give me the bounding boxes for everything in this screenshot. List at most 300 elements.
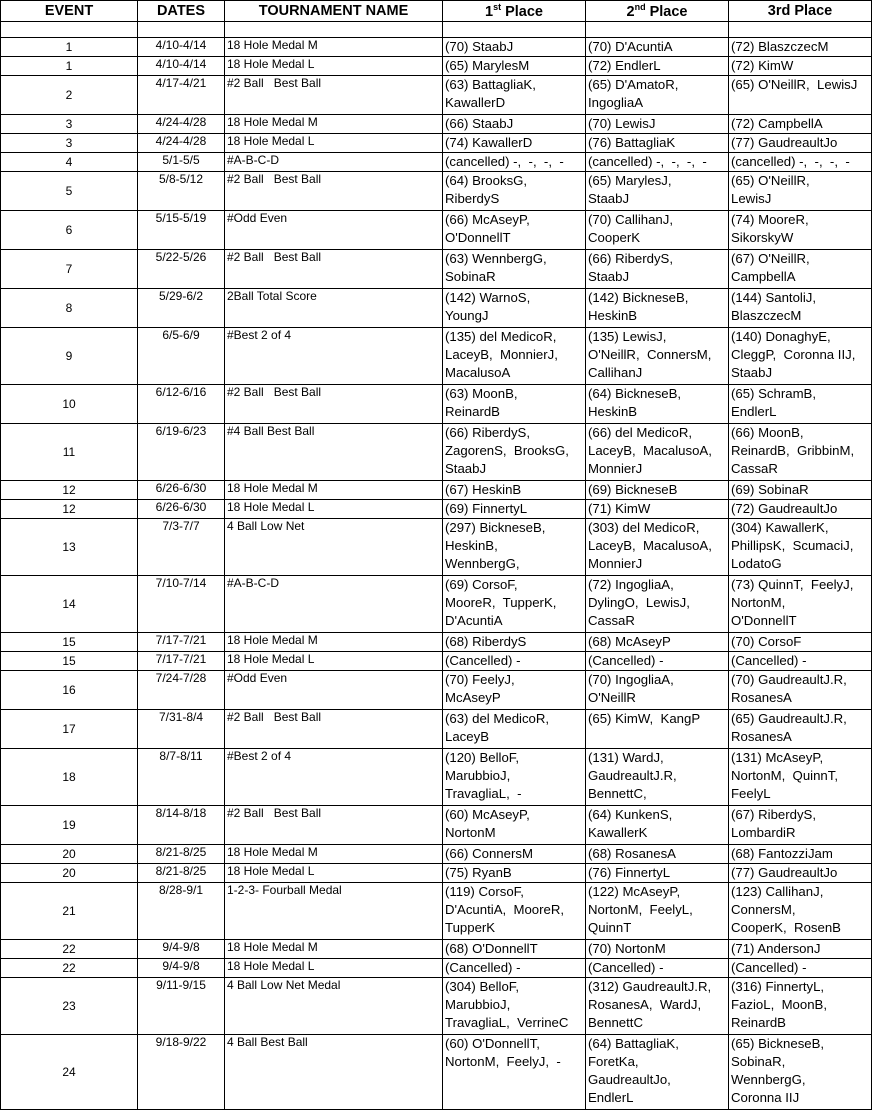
third-place-cell	[729, 134, 872, 153]
first-place-cell	[443, 172, 586, 211]
third-place-line: ConnersM,	[731, 902, 796, 917]
table-row	[1, 671, 872, 710]
first-place-cell	[443, 710, 586, 749]
first-place-cell	[443, 864, 586, 883]
first-place-cell	[443, 1035, 586, 1110]
third-place-line: (131) McAseyP,	[731, 750, 824, 765]
header-first-num: 1	[484, 3, 494, 20]
third-place-line: (Cancelled) -	[731, 653, 807, 668]
first-place-line: (68) RiberdyS	[445, 634, 527, 649]
second-place-line: KawallerK	[588, 825, 648, 840]
table-row	[1, 633, 872, 652]
third-place-line: (123) CallihanJ,	[731, 884, 824, 899]
first-place-cell	[443, 38, 586, 57]
second-place-cell	[586, 883, 729, 940]
third-place-cell	[729, 749, 872, 806]
third-place-line: (66) MoonB,	[731, 425, 804, 440]
first-place-line: (68) O'DonnellT	[445, 941, 538, 956]
third-place-line: NortonM,	[731, 595, 786, 610]
third-place-line: BlaszczecM	[731, 308, 802, 323]
spacer-cell	[225, 22, 443, 38]
event-number-cell: 23	[1, 978, 138, 1035]
third-place-line: (67) RiberdyS,	[731, 807, 817, 822]
first-place-cell	[443, 134, 586, 153]
first-place-line: (297) BickneseB,	[445, 520, 546, 535]
third-place-cell	[729, 845, 872, 864]
second-place-line: (65) MarylesJ,	[588, 173, 672, 188]
tournament-name-cell: 4 Ball Best Ball	[225, 1035, 443, 1110]
dates-cell: 7/3-7/7	[138, 519, 225, 576]
third-place-cell	[729, 500, 872, 519]
event-number-cell: 21	[1, 883, 138, 940]
table-row	[1, 134, 872, 153]
first-place-line: LaceyB	[445, 729, 489, 744]
table-row	[1, 289, 872, 328]
header-third-place: 3rd Place	[729, 1, 872, 22]
header-first-suffix: st	[493, 2, 502, 13]
dates-cell: 9/11-9/15	[138, 978, 225, 1035]
tournament-name-cell: #2 Ball Best Ball	[225, 806, 443, 845]
first-place-line: KawallerD	[445, 95, 506, 110]
first-place-cell	[443, 211, 586, 250]
third-place-line: CampbellA	[731, 269, 796, 284]
third-place-line: (77) GaudreaultJo	[731, 135, 838, 150]
tournament-name-cell: #Best 2 of 4	[225, 749, 443, 806]
third-place-cell	[729, 76, 872, 115]
first-place-cell	[443, 328, 586, 385]
results-body	[1, 22, 872, 1110]
event-number-cell: 16	[1, 671, 138, 710]
header-second-suffix: nd	[634, 2, 646, 13]
second-place-cell	[586, 864, 729, 883]
second-place-line: (76) BattagliaK	[588, 135, 676, 150]
second-place-cell	[586, 959, 729, 978]
tournament-name-cell: #A-B-C-D	[225, 153, 443, 172]
first-place-line: YoungJ	[445, 308, 489, 323]
tournament-name-cell: #Odd Even	[225, 671, 443, 710]
table-row	[1, 940, 872, 959]
third-place-cell	[729, 38, 872, 57]
second-place-line: DylingO, LewisJ,	[588, 595, 690, 610]
third-place-line: O'DonnellT	[731, 613, 797, 628]
second-place-line: (135) LewisJ,	[588, 329, 667, 344]
first-place-line: MooreR, TupperK,	[445, 595, 557, 610]
second-place-line: (64) BattagliaK,	[588, 1036, 679, 1051]
dates-cell: 6/26-6/30	[138, 500, 225, 519]
header-first-place	[443, 1, 586, 22]
dates-cell: 6/12-6/16	[138, 385, 225, 424]
second-place-cell	[586, 652, 729, 671]
second-place-line: StaabJ	[588, 269, 630, 284]
table-row	[1, 76, 872, 115]
third-place-cell	[729, 481, 872, 500]
tournament-name-cell: 18 Hole Medal L	[225, 134, 443, 153]
first-place-line: SobinaR	[445, 269, 496, 284]
dates-cell: 5/29-6/2	[138, 289, 225, 328]
first-place-line: MarubbioJ,	[445, 768, 511, 783]
dates-cell: 6/5-6/9	[138, 328, 225, 385]
third-place-line: LewisJ	[731, 191, 772, 206]
table-row	[1, 172, 872, 211]
header-second-word: Place	[645, 3, 688, 20]
third-place-line: (77) GaudreaultJo	[731, 865, 838, 880]
first-place-line: LaceyB, MonnierJ,	[445, 347, 558, 362]
table-row	[1, 710, 872, 749]
table-row	[1, 211, 872, 250]
first-place-line: (304) BelloF,	[445, 979, 520, 994]
tournament-name-cell: 18 Hole Medal M	[225, 481, 443, 500]
second-place-line: BennettC	[588, 1015, 643, 1030]
header-row	[1, 1, 872, 22]
third-place-line: (73) QuinnT, FeelyJ,	[731, 577, 854, 592]
tournament-name-cell: 18 Hole Medal L	[225, 959, 443, 978]
second-place-line: O'NeillR	[588, 690, 636, 705]
first-place-cell	[443, 76, 586, 115]
tournament-name-cell: 18 Hole Medal M	[225, 845, 443, 864]
table-row	[1, 500, 872, 519]
table-row	[1, 385, 872, 424]
first-place-cell	[443, 671, 586, 710]
table-row	[1, 576, 872, 633]
first-place-cell	[443, 883, 586, 940]
third-place-line: LodatoG	[731, 556, 782, 571]
table-row	[1, 959, 872, 978]
event-number-cell: 8	[1, 289, 138, 328]
dates-cell: 4/10-4/14	[138, 38, 225, 57]
third-place-line: (68) FantozziJam	[731, 846, 833, 861]
second-place-cell	[586, 424, 729, 481]
first-place-cell	[443, 978, 586, 1035]
event-number-cell: 4	[1, 153, 138, 172]
third-place-line: (65) BickneseB,	[731, 1036, 825, 1051]
third-place-line: FazioL, MoonB,	[731, 997, 828, 1012]
first-place-cell	[443, 806, 586, 845]
dates-cell: 8/21-8/25	[138, 864, 225, 883]
second-place-cell	[586, 576, 729, 633]
second-place-line: GaudreaultJo,	[588, 1072, 671, 1087]
dates-cell: 4/17-4/21	[138, 76, 225, 115]
first-place-cell	[443, 289, 586, 328]
event-number-cell: 24	[1, 1035, 138, 1110]
first-place-line: (135) del MedicoR,	[445, 329, 557, 344]
first-place-line: WennbergG,	[445, 556, 520, 571]
second-place-line: StaabJ	[588, 191, 630, 206]
first-place-line: RiberdyS	[445, 191, 500, 206]
dates-cell: 5/22-5/26	[138, 250, 225, 289]
second-place-line: (64) KunkenS,	[588, 807, 673, 822]
first-place-cell	[443, 57, 586, 76]
table-row	[1, 115, 872, 134]
table-row	[1, 652, 872, 671]
second-place-line: (70) IngogliaA,	[588, 672, 674, 687]
second-place-line: LaceyB, MacalusoA,	[588, 538, 712, 553]
dates-cell: 8/21-8/25	[138, 845, 225, 864]
first-place-line: McAseyP	[445, 690, 501, 705]
first-place-line: (69) FinnertyL	[445, 501, 528, 516]
second-place-cell	[586, 172, 729, 211]
dates-cell: 4/24-4/28	[138, 115, 225, 134]
table-row	[1, 1035, 872, 1110]
second-place-cell	[586, 519, 729, 576]
first-place-line: (66) RiberdyS,	[445, 425, 531, 440]
first-place-cell	[443, 481, 586, 500]
first-place-line: (63) WennbergG,	[445, 251, 547, 266]
spacer-row	[1, 22, 872, 38]
second-place-line: EndlerL	[588, 1090, 634, 1105]
event-number-cell: 15	[1, 652, 138, 671]
second-place-cell	[586, 153, 729, 172]
dates-cell: 7/17-7/21	[138, 652, 225, 671]
third-place-line: SobinaR,	[731, 1054, 786, 1069]
first-place-cell	[443, 576, 586, 633]
tournament-name-cell: #2 Ball Best Ball	[225, 710, 443, 749]
first-place-line: (70) FeelyJ,	[445, 672, 515, 687]
second-place-line: (Cancelled) -	[588, 960, 664, 975]
second-place-line: CassaR	[588, 613, 635, 628]
third-place-cell	[729, 328, 872, 385]
first-place-line: MacalusoA	[445, 365, 511, 380]
second-place-cell	[586, 289, 729, 328]
tournament-name-cell: 4 Ball Low Net	[225, 519, 443, 576]
tournament-name-cell: #4 Ball Best Ball	[225, 424, 443, 481]
third-place-cell	[729, 1035, 872, 1110]
first-place-line: (60) O'DonnellT,	[445, 1036, 540, 1051]
dates-cell: 7/31-8/4	[138, 710, 225, 749]
first-place-cell	[443, 500, 586, 519]
third-place-cell	[729, 652, 872, 671]
tournament-name-cell: 18 Hole Medal L	[225, 57, 443, 76]
third-place-line: (70) GaudreaultJ.R,	[731, 672, 847, 687]
third-place-line: CassaR	[731, 461, 778, 476]
third-place-line: (316) FinnertyL,	[731, 979, 825, 994]
first-place-line: TravagliaL, VerrineC	[445, 1015, 569, 1030]
third-place-line: (65) GaudreaultJ.R,	[731, 711, 847, 726]
second-place-cell	[586, 57, 729, 76]
tournament-name-cell: #Odd Even	[225, 211, 443, 250]
first-place-line: (66) StaabJ	[445, 116, 514, 131]
event-number-cell: 18	[1, 749, 138, 806]
first-place-line: (120) BelloF,	[445, 750, 520, 765]
third-place-line: StaabJ	[731, 365, 773, 380]
second-place-line: (64) BickneseB,	[588, 386, 682, 401]
first-place-line: (cancelled) -, -, -, -	[445, 154, 564, 169]
second-place-line: HeskinB	[588, 404, 638, 419]
third-place-line: CleggP, Coronna IIJ,	[731, 347, 856, 362]
table-row	[1, 519, 872, 576]
third-place-cell	[729, 959, 872, 978]
second-place-line: (66) del MedicoR,	[588, 425, 693, 440]
third-place-line: (Cancelled) -	[731, 960, 807, 975]
third-place-line: (71) AndersonJ	[731, 941, 821, 956]
third-place-line: (65) O'NeillR, LewisJ	[731, 77, 858, 92]
first-place-cell	[443, 424, 586, 481]
third-place-cell	[729, 864, 872, 883]
dates-cell: 4/24-4/28	[138, 134, 225, 153]
table-row	[1, 845, 872, 864]
first-place-line: D'AcuntiA, MooreR,	[445, 902, 565, 917]
dates-cell: 5/8-5/12	[138, 172, 225, 211]
first-place-line: TravagliaL, -	[445, 786, 522, 801]
first-place-line: ReinardB	[445, 404, 500, 419]
table-row	[1, 864, 872, 883]
second-place-line: (122) McAseyP,	[588, 884, 681, 899]
dates-cell: 6/26-6/30	[138, 481, 225, 500]
first-place-line: (74) KawallerD	[445, 135, 533, 150]
spacer-cell	[1, 22, 138, 38]
third-place-cell	[729, 710, 872, 749]
dates-cell: 5/1-5/5	[138, 153, 225, 172]
second-place-line: CooperK	[588, 230, 641, 245]
first-place-line: NortonM	[445, 825, 496, 840]
third-place-line: RosanesA	[731, 690, 792, 705]
first-place-line: StaabJ	[445, 461, 487, 476]
first-place-line: (119) CorsoF,	[445, 884, 524, 899]
third-place-line: (72) KimW	[731, 58, 794, 73]
second-place-cell	[586, 385, 729, 424]
tournament-name-cell: 18 Hole Medal M	[225, 633, 443, 652]
dates-cell: 7/17-7/21	[138, 633, 225, 652]
second-place-line: (cancelled) -, -, -, -	[588, 154, 707, 169]
second-place-cell	[586, 1035, 729, 1110]
second-place-line: RosanesA, WardJ,	[588, 997, 702, 1012]
event-number-cell: 2	[1, 76, 138, 115]
first-place-line: MarubbioJ,	[445, 997, 511, 1012]
second-place-line: (131) WardJ,	[588, 750, 664, 765]
third-place-line: LombardiR	[731, 825, 796, 840]
event-number-cell: 12	[1, 481, 138, 500]
second-place-line: (70) NortonM	[588, 941, 666, 956]
second-place-line: IngogliaA	[588, 95, 643, 110]
second-place-line: (65) D'AmatoR,	[588, 77, 679, 92]
table-row	[1, 38, 872, 57]
second-place-line: MonnierJ	[588, 461, 643, 476]
third-place-line: (140) DonaghyE,	[731, 329, 831, 344]
dates-cell: 9/4-9/8	[138, 959, 225, 978]
first-place-line: O'DonnellT	[445, 230, 511, 245]
third-place-cell	[729, 289, 872, 328]
tournament-name-cell: #2 Ball Best Ball	[225, 250, 443, 289]
event-number-cell: 14	[1, 576, 138, 633]
second-place-line: GaudreaultJ.R,	[588, 768, 677, 783]
dates-cell: 8/7-8/11	[138, 749, 225, 806]
third-place-line: (70) CorsoF	[731, 634, 802, 649]
header-tournament-name: TOURNAMENT NAME	[225, 1, 443, 22]
second-place-line: (71) KimW	[588, 501, 651, 516]
header-event: EVENT	[1, 1, 138, 22]
event-number-cell: 12	[1, 500, 138, 519]
third-place-line: CooperK, RosenB	[731, 920, 841, 935]
table-row	[1, 57, 872, 76]
third-place-cell	[729, 576, 872, 633]
first-place-line: ZagorenS, BrooksG,	[445, 443, 569, 458]
dates-cell: 8/28-9/1	[138, 883, 225, 940]
header-dates: DATES	[138, 1, 225, 22]
second-place-line: ForetKa,	[588, 1054, 639, 1069]
third-place-line: (69) SobinaR	[731, 482, 809, 497]
event-number-cell: 6	[1, 211, 138, 250]
first-place-cell	[443, 519, 586, 576]
first-place-cell	[443, 652, 586, 671]
event-number-cell: 22	[1, 959, 138, 978]
event-number-cell: 20	[1, 864, 138, 883]
tournament-name-cell: #2 Ball Best Ball	[225, 76, 443, 115]
third-place-line: ReinardB	[731, 1015, 786, 1030]
first-place-cell	[443, 959, 586, 978]
dates-cell: 9/18-9/22	[138, 1035, 225, 1110]
second-place-cell	[586, 76, 729, 115]
spacer-cell	[586, 22, 729, 38]
second-place-line: O'NeillR, ConnersM,	[588, 347, 712, 362]
first-place-line: (64) BrooksG,	[445, 173, 528, 188]
spacer-cell	[138, 22, 225, 38]
second-place-cell	[586, 328, 729, 385]
event-number-cell: 19	[1, 806, 138, 845]
third-place-line: (72) BlaszczecM	[731, 39, 829, 54]
second-place-line: (66) RiberdyS,	[588, 251, 674, 266]
dates-cell: 7/10-7/14	[138, 576, 225, 633]
tournament-name-cell: #Best 2 of 4	[225, 328, 443, 385]
second-place-cell	[586, 211, 729, 250]
second-place-line: CallihanJ	[588, 365, 643, 380]
event-number-cell: 22	[1, 940, 138, 959]
tournament-name-cell: 18 Hole Medal M	[225, 38, 443, 57]
tournament-name-cell: #A-B-C-D	[225, 576, 443, 633]
first-place-line: (70) StaabJ	[445, 39, 514, 54]
tournament-name-cell: 18 Hole Medal M	[225, 115, 443, 134]
first-place-line: (66) McAseyP,	[445, 212, 530, 227]
second-place-cell	[586, 481, 729, 500]
second-place-cell	[586, 134, 729, 153]
table-row	[1, 153, 872, 172]
table-row	[1, 806, 872, 845]
second-place-line: QuinnT	[588, 920, 632, 935]
second-place-cell	[586, 978, 729, 1035]
second-place-cell	[586, 115, 729, 134]
second-place-line: (303) del MedicoR,	[588, 520, 700, 535]
event-number-cell: 15	[1, 633, 138, 652]
table-row	[1, 978, 872, 1035]
event-number-cell: 13	[1, 519, 138, 576]
third-place-line: (304) KawallerK,	[731, 520, 829, 535]
third-place-line: (74) MooreR,	[731, 212, 809, 227]
event-number-cell: 17	[1, 710, 138, 749]
third-place-cell	[729, 385, 872, 424]
second-place-line: NortonM, FeelyL,	[588, 902, 693, 917]
table-row	[1, 481, 872, 500]
second-place-line: (69) BickneseB	[588, 482, 678, 497]
event-number-cell: 3	[1, 115, 138, 134]
first-place-line: (66) ConnersM	[445, 846, 533, 861]
event-number-cell: 5	[1, 172, 138, 211]
second-place-line: BennettC,	[588, 786, 647, 801]
table-row	[1, 749, 872, 806]
third-place-cell	[729, 633, 872, 652]
first-place-line: (Cancelled) -	[445, 653, 521, 668]
second-place-line: (72) IngogliaA,	[588, 577, 674, 592]
second-place-line: (142) BickneseB,	[588, 290, 689, 305]
third-place-cell	[729, 172, 872, 211]
third-place-cell	[729, 424, 872, 481]
third-place-cell	[729, 250, 872, 289]
first-place-cell	[443, 845, 586, 864]
first-place-line: (63) MoonB,	[445, 386, 518, 401]
first-place-line: D'AcuntiA	[445, 613, 503, 628]
second-place-line: (70) LewisJ	[588, 116, 656, 131]
third-place-line: PhillipsK, ScumaciJ,	[731, 538, 854, 553]
second-place-line: (76) FinnertyL	[588, 865, 671, 880]
tournament-name-cell: 18 Hole Medal L	[225, 652, 443, 671]
tournament-name-cell: 2Ball Total Score	[225, 289, 443, 328]
